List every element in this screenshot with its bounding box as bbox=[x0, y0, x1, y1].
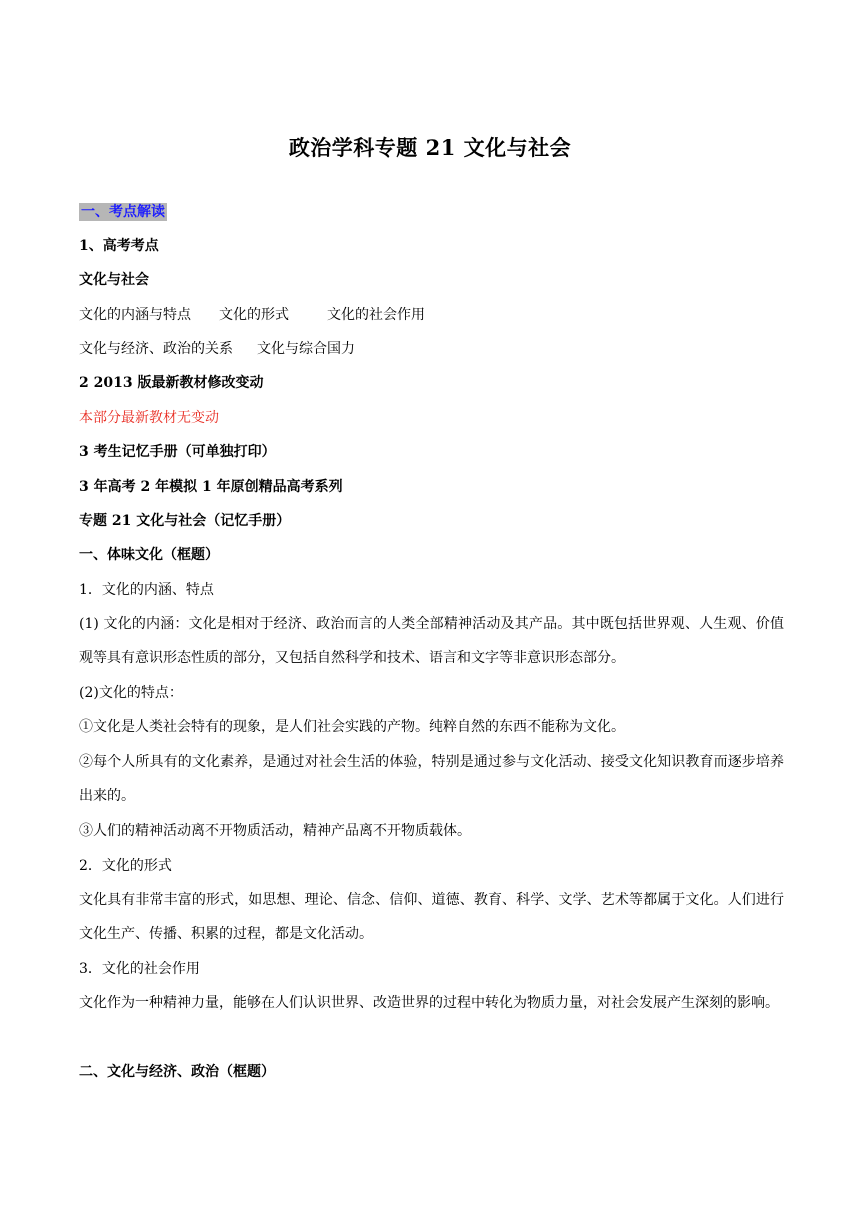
topic-item: 文化与经济、政治的关系 bbox=[79, 341, 233, 357]
section-heading-kaodian bbox=[79, 202, 167, 222]
heading-wenhua-shehui: 文化与社会 bbox=[79, 272, 149, 288]
heading-2013-changes: 2 2013 版最新教材修改变动 bbox=[79, 375, 264, 391]
s2-paragraph: 文化具有非常丰富的形式，如思想、理论、信念、信仰、道德、教育、科学、文学、艺术等都属于文化。人们进行文化生产、传播、积累的过程，都是文化活动。 bbox=[79, 892, 784, 942]
document-title: 政治学科专题 21 文化与社会 bbox=[288, 135, 572, 160]
topic-item: 文化的内涵与特点 bbox=[79, 307, 191, 323]
s1-feature-2: ②每个人所具有的文化素养，是通过对社会生活的体验，特别是通过参与文化活动、接受文化知识教育而逐步培养出来的。 bbox=[79, 754, 784, 804]
s3-heading: 3．文化的社会作用 bbox=[79, 961, 200, 977]
s1-features-heading: (2)文化的特点： bbox=[79, 685, 183, 701]
topic-item: 文化的形式 bbox=[219, 307, 289, 323]
series-title: 3 年高考 2 年模拟 1 年原创精品高考系列 bbox=[79, 479, 343, 495]
topics-row-1 bbox=[79, 305, 425, 325]
part-2-heading: 二、文化与经济、政治（框题） bbox=[79, 1064, 275, 1080]
no-change-note: 本部分最新教材无变动 bbox=[79, 410, 219, 426]
topics-row-2 bbox=[79, 339, 355, 359]
part-1-heading: 一、体味文化（框题） bbox=[79, 547, 219, 563]
s2-heading: 2．文化的形式 bbox=[79, 858, 172, 874]
heading-memory-handbook: 3 考生记忆手册（可单独打印） bbox=[79, 444, 276, 460]
topic-item: 文化的社会作用 bbox=[327, 307, 425, 323]
s3-paragraph: 文化作为一种精神力量，能够在人们认识世界、改造世界的过程中转化为物质力量，对社会发展产生深刻的影响。 bbox=[79, 995, 779, 1011]
topic-item: 文化与综合国力 bbox=[257, 341, 355, 357]
s1-feature-1: ①文化是人类社会特有的现象，是人们社会实践的产物。纯粹自然的东西不能称为文化。 bbox=[79, 719, 625, 735]
s1-heading: 1．文化的内涵、特点 bbox=[79, 582, 214, 598]
topic-handbook-title: 专题 21 文化与社会（记忆手册） bbox=[79, 513, 291, 529]
s1-feature-3: ③人们的精神活动离不开物质活动，精神产品离不开物质载体。 bbox=[79, 823, 471, 839]
heading-gaokao-kaodian: 1、高考考点 bbox=[79, 238, 159, 254]
section-heading-label: 一、考点解读 bbox=[81, 204, 165, 220]
s1-paragraph-definition: (1) 文化的内涵：文化是相对于经济、政治而言的人类全部精神活动及其产品。其中既包括世界观、人生观、价值观等具有意识形态性质的部分，又包括自然科学和技术、语言和文字等非意识形态部分。 bbox=[79, 616, 784, 666]
